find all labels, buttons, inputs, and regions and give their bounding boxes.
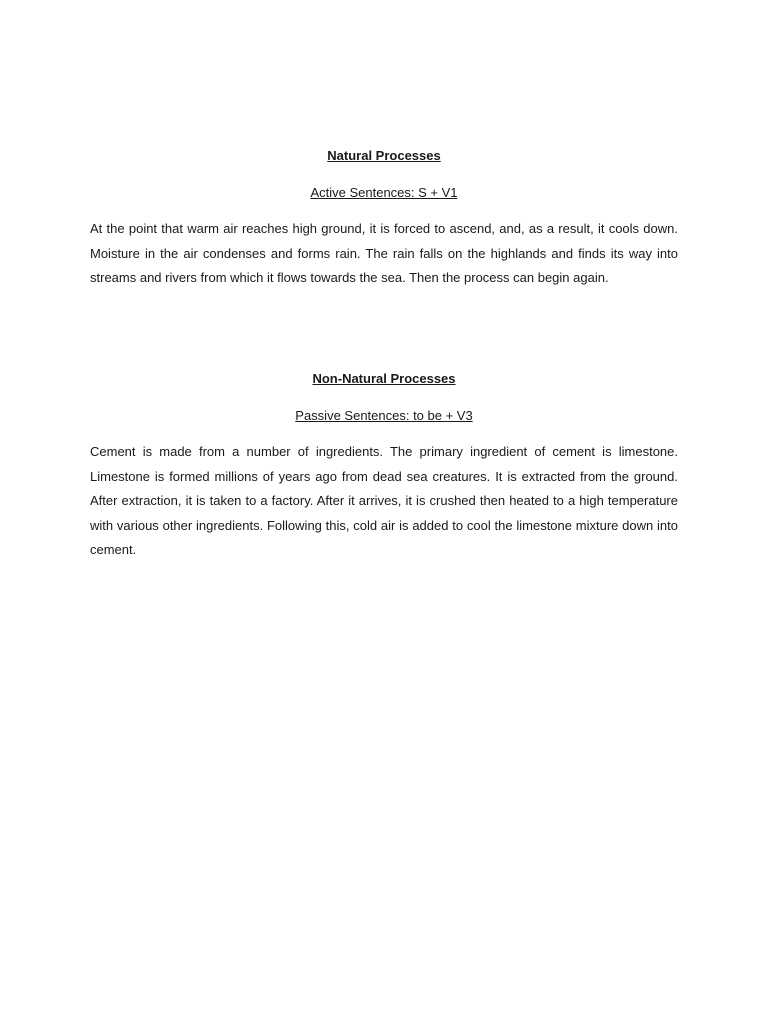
natural-processes-heading: Natural Processes [327, 148, 441, 163]
passive-sentences-subheading: Passive Sentences: to be + V3 [295, 408, 473, 423]
non-natural-processes-section [90, 371, 678, 563]
non-natural-processes-paragraph: Cement is made from a number of ingredients. The primary ingredient of cement is limestone. Limestone is formed millions of years ago from dead sea creatures. It is extracted from the ground. After extraction, it is taken to a factory. After it arrives, it is crushed then heated to a high temperature with various other ingredients. Following this, cold air is added to cool the limestone mixture down into cement. [90, 444, 678, 557]
active-sentences-subheading: Active Sentences: S + V1 [310, 185, 458, 200]
natural-processes-paragraph: At the point that warm air reaches high ground, it is forced to ascend, and, as a result, it cools down. Moisture in the air condenses and forms rain. The rain falls on the highlands and finds its way into streams and rivers from which it flows towards the sea. Then the process can begin again. [90, 221, 678, 285]
non-natural-processes-heading: Non-Natural Processes [312, 371, 456, 386]
natural-processes-section [90, 148, 678, 291]
